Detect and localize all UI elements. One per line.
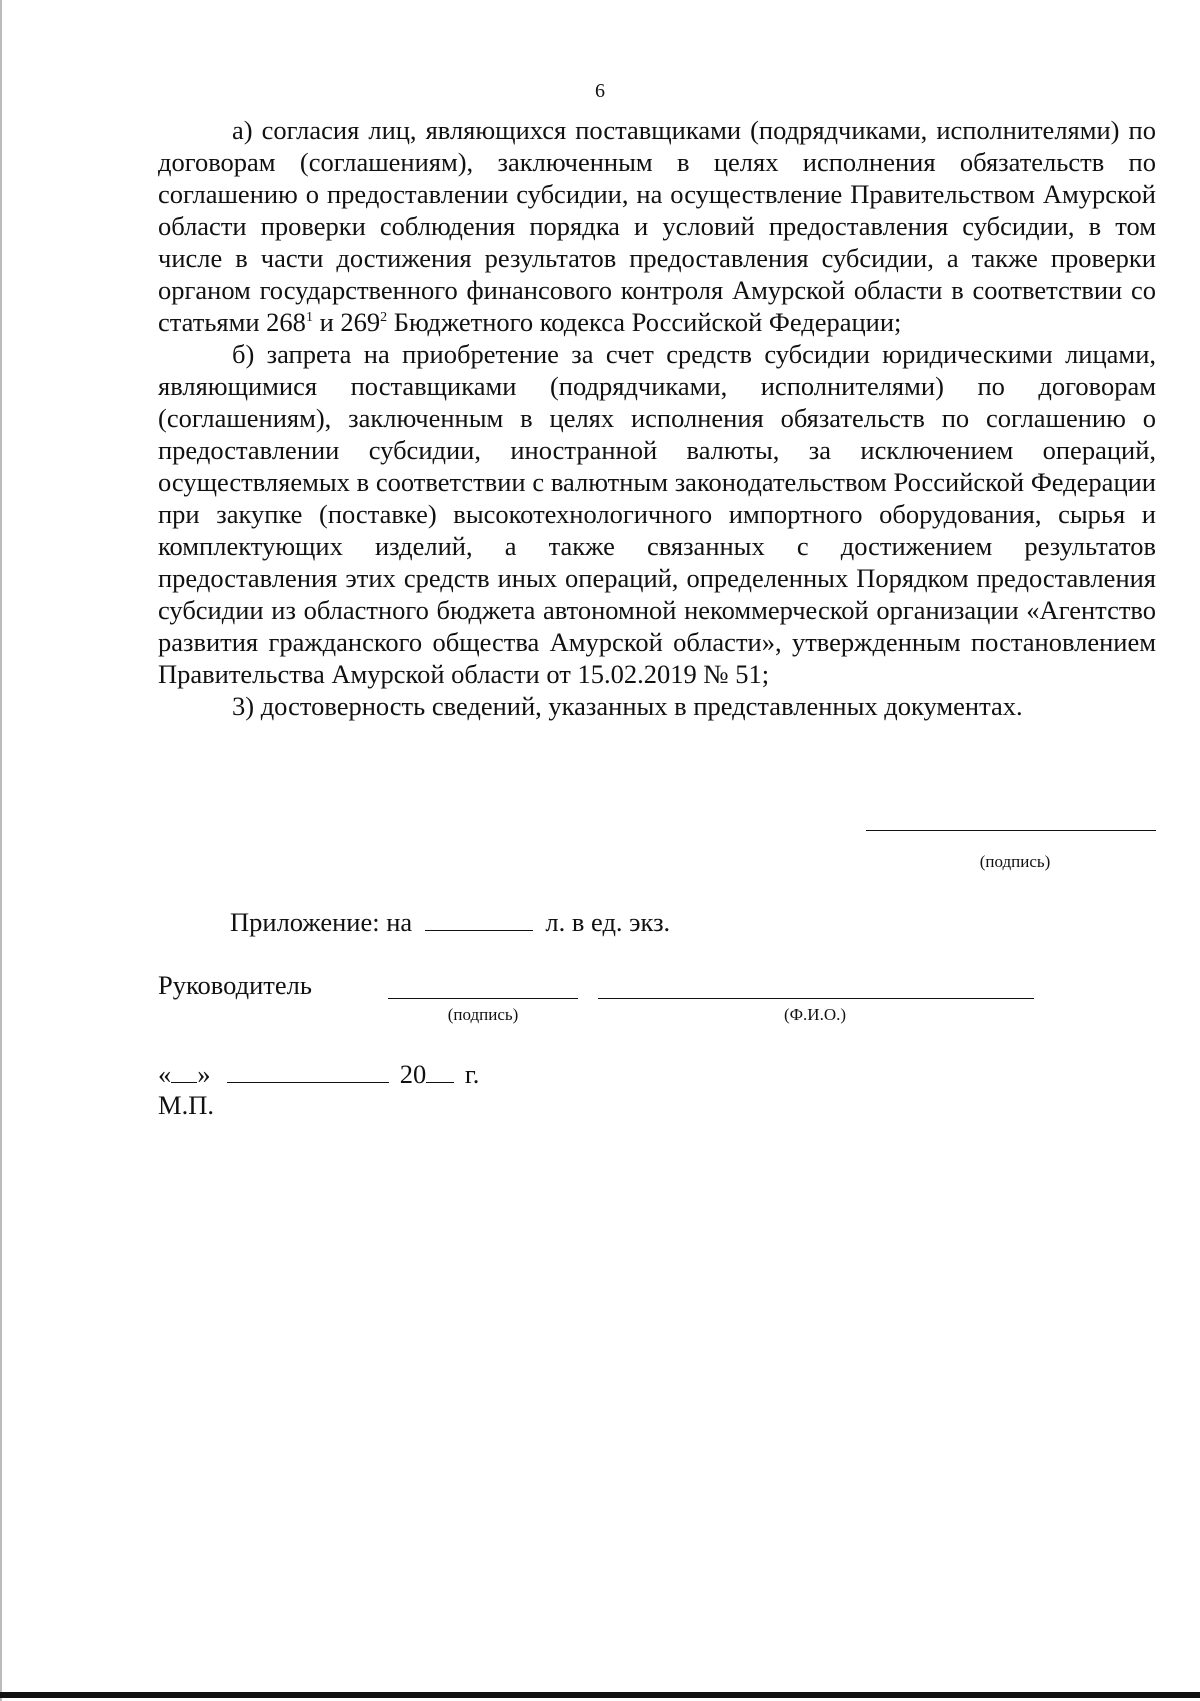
paragraph-a-mid: и 269	[312, 307, 381, 337]
paragraph-a-text: а) согласия лиц, являющихся поставщиками (подрядчиками, исполнителями) по договорам (соглашениям), заключенным в целях исполнения обязательств по соглашению о предоставлении субсидии, на осуществление Правительством Амурской области проверки соблюдения порядка и условий предоставления субсидии, в том числе в части достижения результатов предоставления субсидии, а также проверки органом государственного финансового контроля Амурской области в соответствии со статьями 268	[158, 115, 1156, 337]
superscript-1: 1	[305, 310, 313, 326]
paragraph-a-end: Бюджетного кодекса Российской Федерации;	[387, 307, 902, 337]
page-number: 6	[595, 80, 605, 102]
appendix-pages-blank[interactable]	[425, 906, 533, 931]
scan-bottom-border	[0, 1692, 1200, 1698]
head-label: Руководитель	[158, 970, 312, 1000]
head-name-caption: (Ф.И.О.)	[783, 1005, 847, 1024]
stamp-label: М.П.	[158, 1090, 214, 1120]
head-signature-line[interactable]	[388, 998, 578, 999]
date-year-blank[interactable]	[426, 1058, 454, 1083]
date-day-blank[interactable]	[171, 1058, 197, 1083]
date-year-prefix: 20	[399, 1059, 427, 1089]
superscript-2: 2	[380, 310, 388, 326]
appendix-prefix: Приложение: на	[230, 907, 413, 937]
head-name-line[interactable]	[598, 998, 1034, 999]
paragraph-3: 3) достоверность сведений, указанных в представленных документах.	[232, 691, 1023, 721]
scan-left-edge	[0, 0, 2, 1701]
appendix-line	[230, 906, 670, 938]
date-month-blank[interactable]	[227, 1058, 389, 1083]
head-signature-caption: (подпись)	[447, 1005, 519, 1024]
date-year-suffix: г.	[464, 1059, 480, 1089]
paragraph-b: б) запрета на приобретение за счет средств субсидии юридическими лицами, являющимися поставщиками (подрядчиками, исполнителями) по договорам (соглашениям), заключенным в целях исполнения обязательств по соглашению о предоставлении субсидии, иностранной валюты, за исключением операций, осуществляемых в соответствии с валютным законодательством Российской Федерации при закупке (поставке) высокотехнологичного импортного оборудования, сырья и комплектующих изделий, а также связанных с достижением результатов предоставления этих средств иных операций, определенных Порядком предоставления субсидии из областного бюджета автономной некоммерческой организации «Агентство развития гражданского общества Амурской области», утвержденным постановлением Правительства Амурской области от 15.02.2019 № 51;	[158, 339, 1156, 689]
date-open-quote: «	[158, 1059, 172, 1089]
applicant-signature-line[interactable]	[866, 830, 1156, 831]
applicant-signature-caption: (подпись)	[979, 852, 1051, 871]
document-body	[158, 114, 1156, 722]
paragraph-a	[158, 114, 1156, 338]
date-line	[158, 1058, 479, 1090]
date-close-quote: »	[197, 1059, 211, 1089]
appendix-suffix: л. в ед. экз.	[545, 907, 671, 937]
